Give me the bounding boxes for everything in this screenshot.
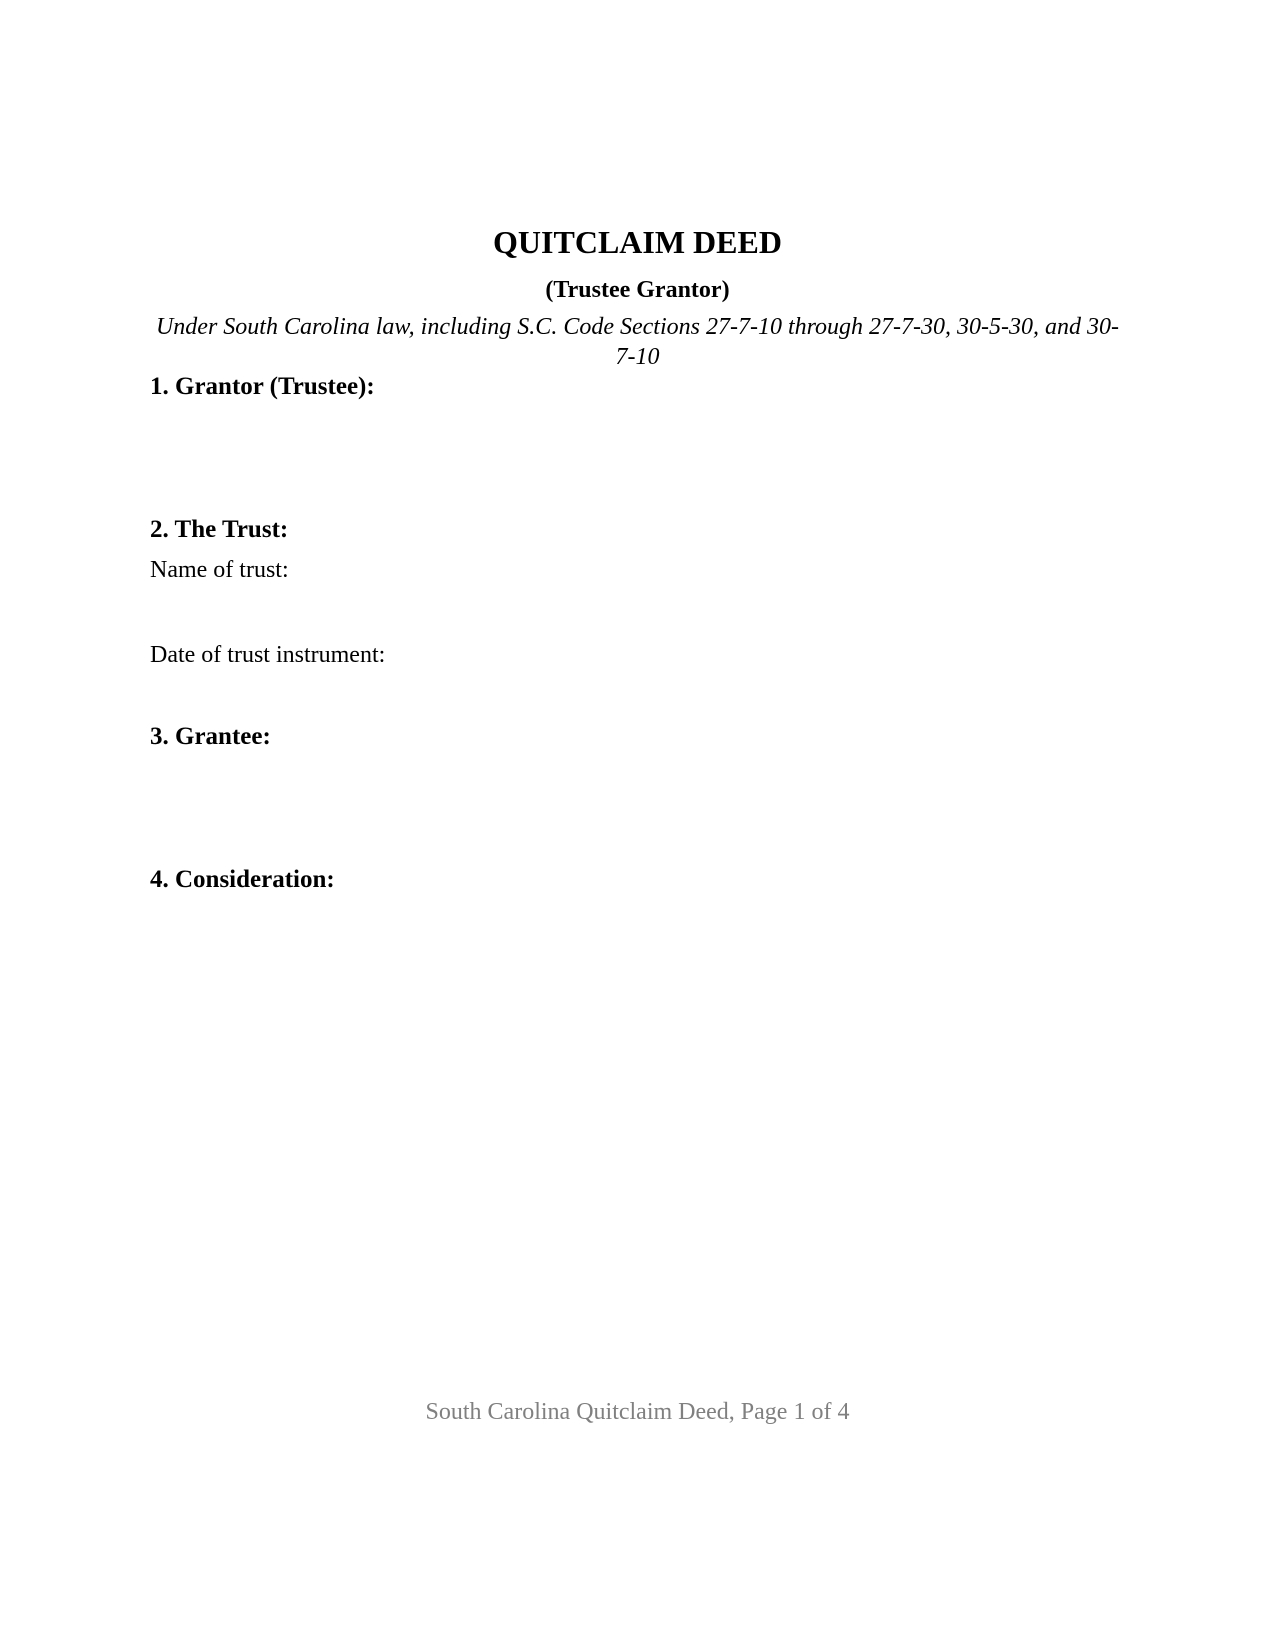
document-subtitle: (Trustee Grantor) — [545, 277, 730, 303]
page-footer: South Carolina Quitclaim Deed, Page 1 of 4 — [425, 1399, 850, 1425]
trust-name-label: Name of trust: — [150, 557, 289, 583]
trust-date-label: Date of trust instrument: — [150, 642, 386, 668]
trust-heading: 2. The Trust: — [150, 516, 289, 543]
grantee-heading: 3. Grantee: — [150, 723, 271, 750]
statute-reference: Under South Carolina law, including S.C. Code Sections 27-7-10 through 27-7-30, 30-5-30, and 30-7-10 — [155, 314, 1120, 370]
document-title: QUITCLAIM DEED — [493, 224, 782, 260]
consideration-heading: 4. Consideration: — [150, 866, 335, 893]
grantor-heading: 1. Grantor (Trustee): — [150, 373, 375, 400]
